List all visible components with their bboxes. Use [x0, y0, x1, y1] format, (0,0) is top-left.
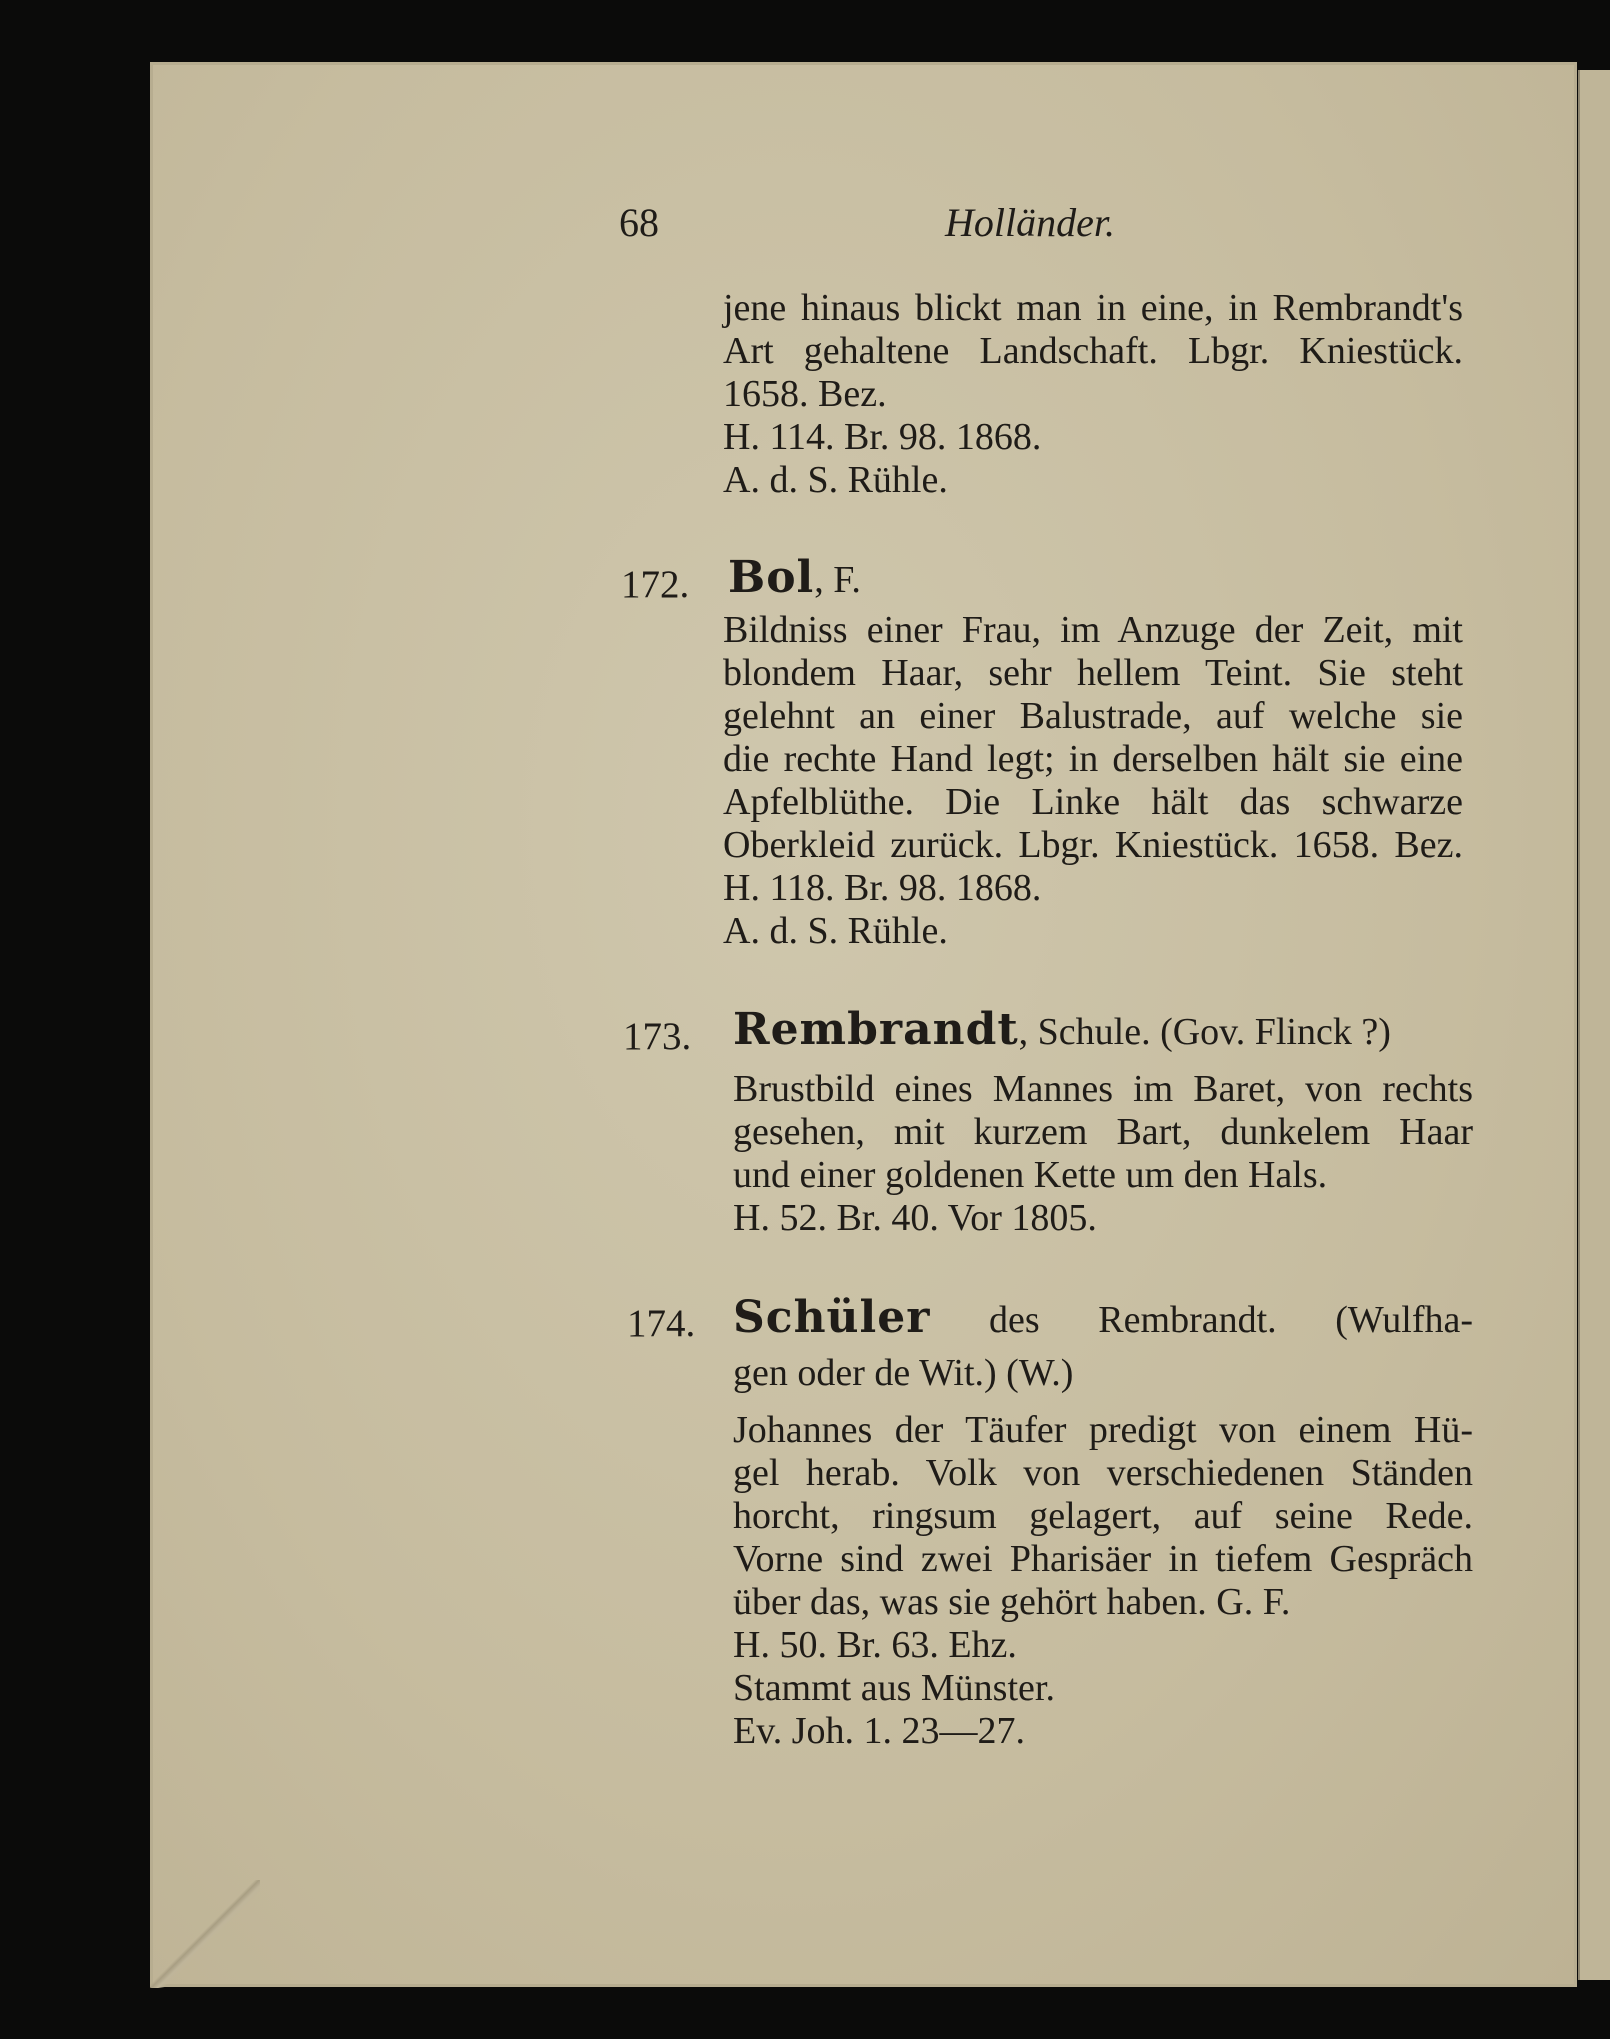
entry-heading [733, 1004, 1391, 1055]
continuation-text [723, 286, 1463, 501]
text-line: A. d. S. Rühle. [723, 910, 948, 952]
entry-description [723, 608, 1463, 952]
text-line: Bildniss einer Frau, im Anzuge der Zeit, mit [723, 609, 1463, 651]
entry-description [733, 1408, 1473, 1752]
text-line: H. 114. Br. 98. 1868. [723, 416, 1042, 458]
text-line: 1658. Bez. [723, 373, 887, 415]
artist-name: Bol [728, 552, 815, 603]
entry-number: 173. [623, 1015, 692, 1058]
text-line: jene hinaus blickt man in eine, in Rembrandt's [723, 287, 1463, 329]
artist-name: Schüler [733, 1292, 931, 1343]
text-line: blondem Haar, sehr hellem Teint. Sie steht [723, 652, 1463, 694]
running-head: Holländer. [945, 200, 1115, 245]
heading-rest: , F. [814, 559, 861, 601]
text-line: Brustbild eines Mannes im Baret, von rechts [733, 1068, 1473, 1110]
entry-number: 174. [627, 1302, 696, 1345]
entry-heading [728, 552, 861, 603]
text-line: gelehnt an einer Balustrade, auf welche sie [723, 695, 1463, 737]
text-line: H. 52. Br. 40. Vor 1805. [733, 1197, 1097, 1239]
text-line: Art gehaltene Landschaft. Lbgr. Kniestück. [723, 330, 1463, 372]
entry-description [733, 1067, 1473, 1239]
text-line: Vorne sind zwei Pharisäer in tiefem Gespräch [733, 1538, 1473, 1580]
entry-heading [733, 1292, 1473, 1343]
text-line: horcht, ringsum gelagert, auf seine Rede. [733, 1495, 1473, 1537]
entry-number: 172. [621, 563, 690, 606]
text-line: gesehen, mit kurzem Bart, dunkelem Haar [733, 1111, 1473, 1153]
text-line: Oberkleid zurück. Lbgr. Kniestück. 1658. Bez. [723, 824, 1463, 866]
adjacent-page-edge [1578, 70, 1610, 1980]
text-line: H. 50. Br. 63. Ehz. [733, 1624, 1017, 1666]
page-number: 68 [619, 200, 659, 245]
text-line: Johannes der Täufer predigt von einem Hü- [733, 1409, 1473, 1451]
entry-heading-line2: gen oder de Wit.) (W.) [733, 1352, 1074, 1394]
artist-name: Rembrandt [733, 1004, 1019, 1055]
text-line: Apfelblüthe. Die Linke hält das schwarze [723, 781, 1463, 823]
text-line: A. d. S. Rühle. [723, 459, 948, 501]
text-line: H. 118. Br. 98. 1868. [723, 867, 1042, 909]
text-line: und einer goldenen Kette um den Hals. [733, 1154, 1328, 1196]
folded-corner [150, 1880, 260, 1988]
heading-rest: des Rembrandt. (Wulfha- [930, 1299, 1473, 1341]
text-line: über das, was sie gehört haben. G. F. [733, 1581, 1291, 1623]
heading-rest: , Schule. (Gov. Flinck ?) [1018, 1011, 1391, 1053]
text-line: Stammt aus Münster. [733, 1667, 1055, 1709]
text-line: Ev. Joh. 1. 23—27. [733, 1710, 1026, 1752]
text-line: gel herab. Volk von verschiedenen Ständen [733, 1452, 1473, 1494]
text-line: die rechte Hand legt; in derselben hält sie eine [723, 738, 1463, 780]
